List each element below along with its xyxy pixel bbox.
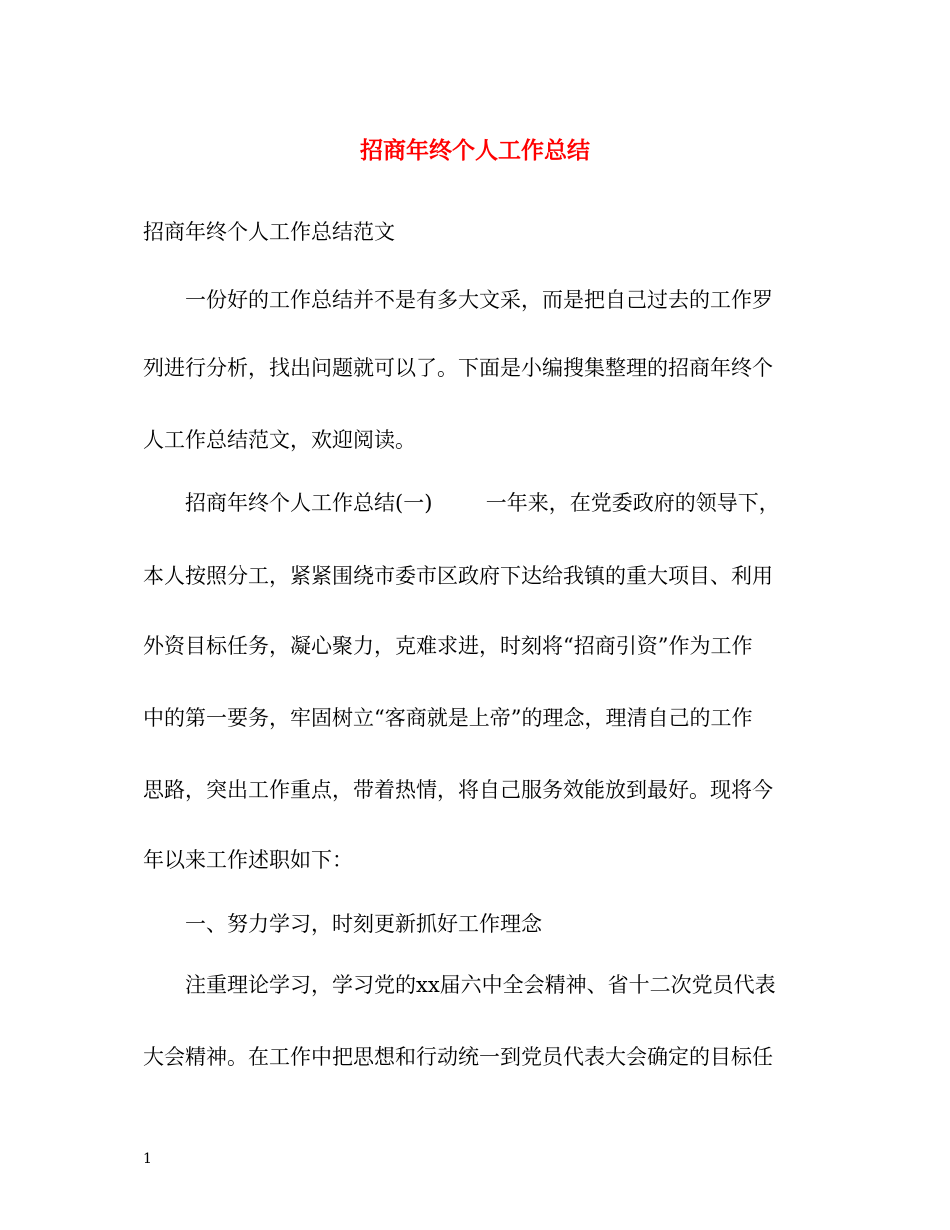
page-number: 1	[143, 1151, 152, 1167]
paragraph-line: 本人按照分工，紧紧围绕市委市区政府下达给我镇的重大项目、利用	[143, 564, 773, 588]
paragraph-line: 列进行分析，找出问题就可以了。下面是小编搜集整理的招商年终个	[143, 356, 773, 380]
paragraph-line: 大会精神。在工作中把思想和行动统一到党员代表大会确定的目标任	[143, 1045, 773, 1069]
paragraph-line: 思路，突出工作重点，带着热情，将自己服务效能放到最好。现将今	[143, 778, 773, 802]
paragraph-line: 招商年终个人工作总结(一) 一年来，在党委政府的领导下，	[185, 491, 780, 515]
paragraph-line: 中的第一要务，牢固树立“客商就是上帝”的理念，理清自己的工作	[143, 706, 753, 730]
paragraph-line: 外资目标任务，凝心聚力，克难求进，时刻将“招商引资”作为工作	[143, 634, 753, 658]
document-title: 招商年终个人工作总结	[360, 137, 590, 164]
paragraph-line: 年以来工作述职如下：	[143, 848, 353, 872]
section-heading: 一、努力学习，时刻更新抓好工作理念	[185, 912, 542, 936]
subtitle-line: 招商年终个人工作总结范文	[143, 220, 395, 244]
paragraph-line: 注重理论学习，学习党的xx届六中全会精神、省十二次党员代表	[185, 973, 776, 997]
paragraph-line: 一份好的工作总结并不是有多大文采，而是把自己过去的工作罗	[185, 288, 773, 312]
paragraph-line: 人工作总结范文，欢迎阅读。	[143, 428, 416, 452]
